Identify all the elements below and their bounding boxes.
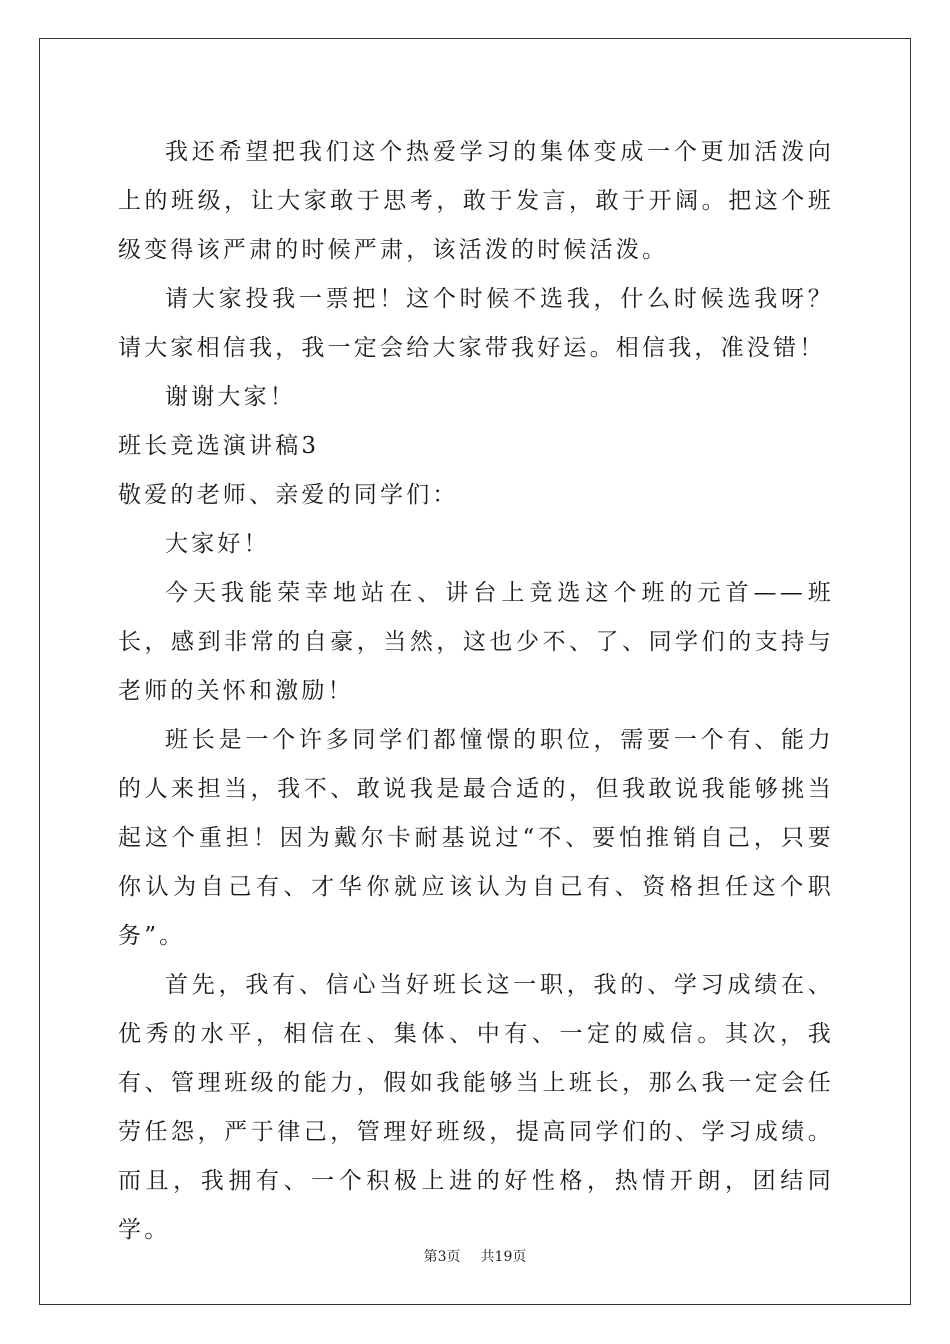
page-total: 共19页 [480,1249,527,1265]
document-body [118,128,834,1255]
paragraph-vote-request: 请大家投我一票把！这个时候不选我，什么时候选我呀？请大家相信我，我一定会给大家带我好运。相信我，准没错！ [118,286,834,361]
page-number: 第3页 [423,1249,461,1265]
paragraph-greeting: 大家好！ [165,531,270,557]
paragraph-qualifications: 首先，我有、信心当好班长这一职，我的、学习成绩在、优秀的水平，相信在、集体、中有、一定的威信。其次，我有、管理班级的能力，假如我能够当上班长，那么我一定会任劳任怨，严于律己，管理好班级，提高同学们的、学习成绩。而且，我拥有、一个积极上进的好性格，热情开朗，团结同学。 [118,972,834,1243]
page-footer [0,1248,950,1266]
section-heading: 班长竞选演讲稿3 [118,433,320,459]
salutation: 敬爱的老师、亲爱的同学们： [118,482,459,508]
paragraph-thanks: 谢谢大家！ [165,384,296,410]
paragraph-role: 班长是一个许多同学们都憧憬的职位，需要一个有、能力的人来担当，我不、敢说我是最合适的，但我敢说我能够挑当起这个重担！因为戴尔卡耐基说过“不、要怕推销自己，只要你认为自己有、才华你就应该认为自己有、资格担任这个职务”。 [118,727,834,949]
paragraph-hope: 我还希望把我们这个热爱学习的集体变成一个更加活泼向上的班级，让大家敢于思考，敢于发言，敢于开阔。把这个班级变得该严肃的时候严肃，该活泼的时候活泼。 [118,139,834,263]
paragraph-intro: 今天我能荣幸地站在、讲台上竞选这个班的元首——班长，感到非常的自豪，当然，这也少不、了、同学们的支持与老师的关怀和激励！ [118,580,834,704]
